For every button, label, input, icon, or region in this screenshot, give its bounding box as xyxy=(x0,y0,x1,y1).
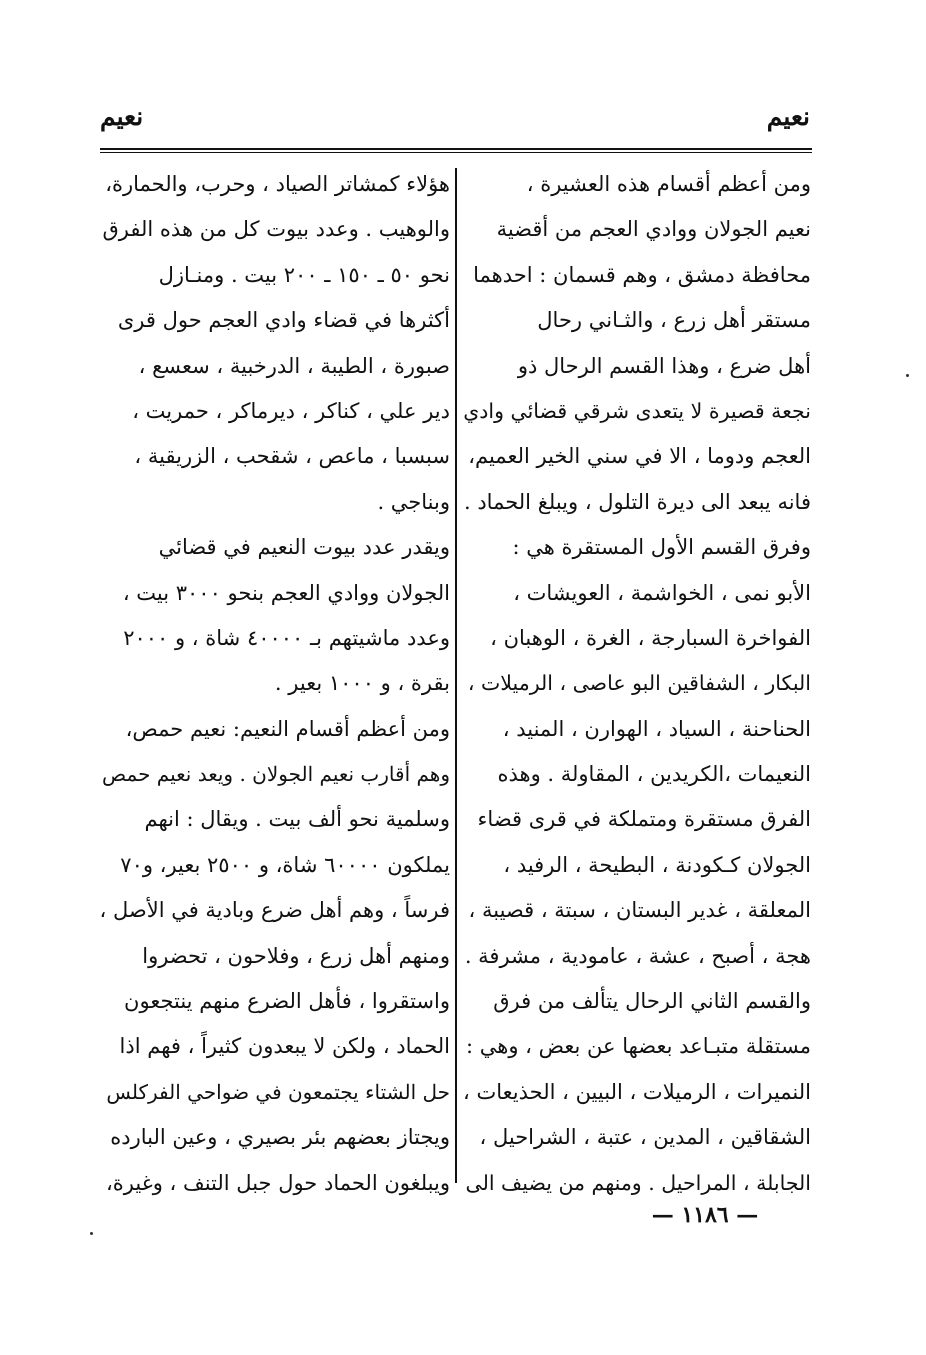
text-line: بقرة ، و ١٠٠٠ بعير . xyxy=(274,671,450,696)
text-line: واستقروا ، فأهل الضرع منهم ينتجعون xyxy=(124,989,450,1014)
text-line: ويقدر عدد بيوت النعيم في قضائي xyxy=(158,535,450,560)
text-line: هجة ، أصبح ، عشة ، عامودية ، مشرفة . xyxy=(464,943,811,968)
text-line: وهم أقارب نعيم الجولان . ويعد نعيم حمص xyxy=(102,762,450,787)
text-line: نعيم الجولان ووادي العجم من أقضية xyxy=(496,217,811,242)
text-column-right xyxy=(463,162,811,1206)
text-line: ومن أعظم أقسام هذه العشيرة ، xyxy=(526,172,811,196)
text-line: الجولان ووادي العجم بنحو ٣٠٠٠ بيت ، xyxy=(122,580,450,605)
text-line: مستقر أهل زرع ، والثـاني رحال xyxy=(537,308,811,333)
text-line: وبناجي . xyxy=(377,489,450,514)
text-line: وسلمية نحو ألف بيت . ويقال : انهم xyxy=(144,807,450,832)
text-line: الحناحنة ، السياد ، الهوارن ، المنيد ، xyxy=(502,716,811,741)
text-line: النميرات ، الرميلات ، البيين ، الحذيعات ، xyxy=(463,1079,811,1104)
text-line: ويجتاز بعضهم بئر بصيري ، وعين البارده xyxy=(110,1125,450,1150)
page-number: — ١١٨٦ — xyxy=(651,1202,759,1228)
text-line: الفرق مستقرة ومتملكة في قرى قضاء xyxy=(477,807,811,832)
text-line: هؤلاء كمشاتر الصياد ، وحرب، والحمارة، xyxy=(105,172,450,196)
scan-speck xyxy=(90,1232,93,1235)
text-line: الجولان كـكودنة ، البطيحة ، الرفيد ، xyxy=(503,852,811,877)
text-line: حل الشتاء يجتمعون في ضواحي الفركلس xyxy=(106,1079,450,1104)
text-column-left xyxy=(100,162,450,1206)
text-line: العجم ودوما ، الا في سني الخير العميم، xyxy=(468,444,811,469)
text-line: محافظة دمشق ، وهم قسمان : احدهما xyxy=(473,262,811,287)
text-line: الفواخرة السبارجة ، الغرة ، الوهبان ، xyxy=(490,625,811,650)
text-line: مستقلة متبـاعد بعضها عن بعض ، وهي : xyxy=(466,1034,811,1059)
text-line: أكثرها في قضاء وادي العجم حول قرى xyxy=(117,308,450,333)
text-line: الشقاقين ، المدين ، عتبة ، الشراحيل ، xyxy=(479,1125,811,1150)
text-line: فرساً ، وهم أهل ضرع وبادية في الأصل ، xyxy=(100,898,450,923)
text-line: الأبو نمى ، الخواشمة ، العويشات ، xyxy=(513,580,811,605)
text-line: والقسم الثاني الرحال يتألف من فرق xyxy=(493,989,811,1014)
text-line: النعيمات ،الكريدين ، المقاولة . وهذه xyxy=(497,762,811,787)
scan-speck xyxy=(906,374,909,377)
text-line: وعدد ماشيتهم بـ ٤٠٠٠٠ شاة ، و ٢٠٠٠ xyxy=(123,625,450,650)
text-line: ومنهم أهل زرع ، وفلاحون ، تحضروا xyxy=(142,943,450,968)
text-line: دير علي ، كناكر ، ديرماكر ، حمريت ، xyxy=(132,398,450,423)
text-line: يملكون ٦٠٠٠٠ شاة، و ٢٥٠٠ بعير، و٧٠ xyxy=(120,852,450,877)
text-line: وفرق القسم الأول المستقرة هي : xyxy=(512,535,811,560)
text-line: نحو ٥٠ ـ ١٥٠ ـ ٢٠٠ بيت . ومنـازل xyxy=(158,262,450,287)
text-line: نجعة قصيرة لا يتعدى شرقي قضائي وادي xyxy=(463,398,811,423)
text-line: المعلقة ، غدير البستان ، سبتة ، قصيبة ، xyxy=(468,898,811,923)
header-rule-thin xyxy=(100,152,812,153)
text-line: والوهيب . وعدد بيوت كل من هذه الفرق xyxy=(102,217,450,242)
text-line: فانه يبعد الى ديرة التلول ، ويبلغ الحماد . xyxy=(463,489,811,514)
text-line: الحماد ، ولكن لا يبعدون كثيراً ، فهم اذا xyxy=(119,1034,450,1059)
header-rule xyxy=(100,148,812,150)
text-line: ويبلغون الحماد حول جبل التنف ، وغيرة، xyxy=(106,1170,450,1195)
text-line: الجابلة ، المراحيل . ومنهم من يضيف الى xyxy=(465,1170,811,1195)
running-headword-left: نعيم xyxy=(100,102,144,131)
column-divider xyxy=(455,168,457,1183)
text-line: سبسبا ، ماعص ، شقحب ، الزريقية ، xyxy=(134,444,450,469)
text-line: ومن أعظم أقسام النعيم: نعيم حمص، xyxy=(125,716,450,741)
text-line: صبورة ، الطيبة ، الدرخبية ، سعسع ، xyxy=(138,353,450,378)
text-line: أهل ضرع ، وهذا القسم الرحال ذو xyxy=(517,353,811,378)
running-headword-right: نعيم xyxy=(766,102,810,131)
text-line: البكار ، الشفاقين البو عاصى ، الرميلات ، xyxy=(467,671,811,696)
